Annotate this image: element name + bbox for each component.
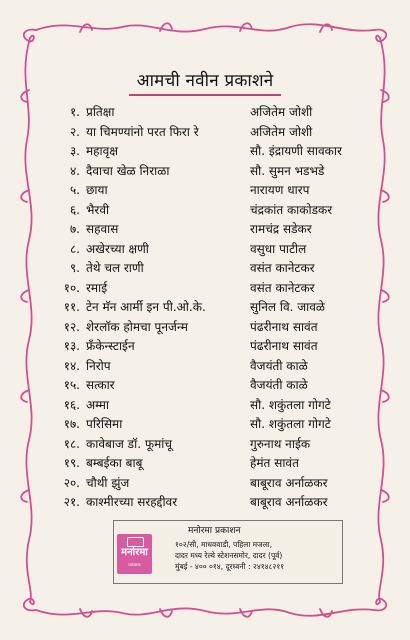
book-row [56,396,376,416]
book-title: प्रतिक्षा [86,105,115,119]
book-number: १४. [63,358,80,373]
book-author: चंद्रकांत काकोडकर [250,202,333,217]
book-title: फ्रँकेन्स्टाईन [86,339,135,353]
logo-name: मनोरमा [121,547,148,558]
book-number: ७. [69,222,80,236]
book-title: निरोप [86,358,111,373]
book-author: वसुधा पाटील [250,241,307,256]
book-number: १०. [63,280,80,295]
book-author: पंढरीनाथ सावंत [250,339,318,353]
book-number: २१. [63,495,80,509]
publisher-name: मनोरमा प्रकाशन [188,526,241,536]
book-row [56,103,376,123]
book-author: हेमंत सावंत [250,456,299,470]
book-row [56,415,376,435]
logo-subtext: प्रकाशक [128,562,141,567]
book-author: अजितेम जोशी [250,124,313,139]
book-author: पंढरीनाथ सावंत [250,319,318,334]
book-row [56,162,376,182]
book-number: ४. [69,163,80,178]
page-title: आमची नवीन प्रकाशने [129,68,282,96]
book-row [56,337,376,357]
book-number: १६. [63,397,80,412]
book-title: काश्मीरच्या सरहद्दीवर [86,495,178,509]
book-author: बाबूराव अर्नाळकर [250,475,328,490]
book-number: ९. [69,261,80,275]
book-title: चौथी झुंज [86,475,130,490]
book-author: वैजयंती काळे [250,358,308,373]
book-author: बाबूराव अर्नाळकर [250,495,328,509]
book-row [56,454,376,474]
book-row [56,240,376,260]
book-row [56,259,376,279]
book-number: २. [69,124,80,139]
book-author: सौ. इंद्रायणी सावकार [250,144,342,158]
publisher-address-line-3: मुंबई - ४०० ०१४, दूरध्वनी : २४१४८२११ [175,562,285,571]
book-number: १५. [63,378,80,392]
book-title: सत्कार [86,378,115,392]
book-number: १२. [63,319,80,334]
book-title: अम्मा [86,397,110,412]
publisher-logo [117,534,152,574]
book-author: सुनिल वि. जावळे [250,300,326,314]
book-title: अखेरच्या क्षणी [86,241,149,256]
book-author: सौ. शकुंतला गोगटे [250,397,331,412]
book-number: १९. [63,456,80,470]
book-row [56,220,376,240]
book-row [56,493,376,513]
book-row [56,181,376,201]
book-author: रामचंद्र सडेकर [250,222,312,236]
book-number: १३. [63,339,80,353]
book-author: नारायण धारप [250,183,310,197]
title-container [0,68,410,96]
book-author: सौ. सुमन भडभडे [250,163,325,178]
book-row [56,142,376,162]
book-title: महावृक्ष [86,144,118,158]
book-row [56,279,376,299]
book-number: ५. [69,183,80,197]
book-number: ८. [69,241,80,256]
book-title: भैरवी [86,202,110,217]
book-number: १. [69,105,80,119]
book-row [56,123,376,143]
book-number: ११. [63,300,80,314]
book-number: ३. [69,144,80,158]
book-number: २०. [63,475,80,490]
book-title: सहवास [86,222,119,236]
book-row [56,376,376,396]
book-title: छाया [86,183,108,197]
book-author: अजितेम जोशी [250,105,313,119]
book-title: रमाई [86,280,108,295]
publisher-box [113,520,343,584]
book-title: परिसिमा [86,417,123,431]
book-number: १७. [63,417,80,431]
book-title: बम्बईका बाबू [86,456,143,470]
book-author: वसंत कानेटकर [250,261,315,275]
book-title: या चिमण्यांनो परत फिरा रे [86,124,199,139]
book-icon [127,537,144,547]
book-author: गुरुनाथ नाईक [250,436,311,451]
book-number: १८. [63,436,80,451]
publisher-address-line-2: दादर मध्य रेल्वे स्टेशनसमोर, दादर (पूर्व) [175,551,283,560]
book-title: कावेबाज डॉ. फूमांचू [86,436,172,451]
book-row [56,357,376,377]
book-row [56,298,376,318]
book-title: तेथे चल राणी [86,261,144,275]
book-title: शेरलॉक होमचा पूनर्जन्म [86,319,188,334]
book-author: वसंत कानेटकर [250,280,315,295]
book-title: टेन मॅन आर्मी इन पी.ओ.के. [86,300,206,314]
book-row [56,474,376,494]
book-row [56,201,376,221]
book-row [56,435,376,455]
publisher-address-line-1: १०२/सी, माधववाडी, पहिला मजला, [175,540,273,549]
book-list [56,103,376,513]
book-author: वैजयंती काळे [250,378,308,392]
book-row [56,318,376,338]
book-author: सौ. शकुंतला गोगटे [250,417,331,431]
book-number: ६. [69,202,80,217]
book-title: दैवाचा खेळ निराळा [86,163,170,178]
